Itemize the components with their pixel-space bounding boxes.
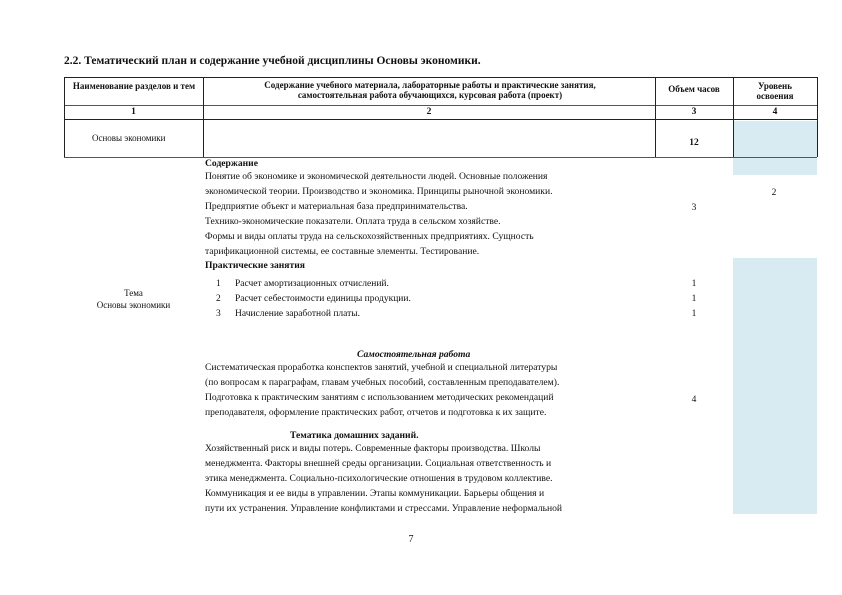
content-line-3: Предприятие объект и материальная база предпринимательства. — [205, 201, 468, 212]
content-hours: 3 — [691, 203, 697, 213]
table-left-border — [64, 77, 65, 157]
col-number-4: 4 — [772, 107, 778, 117]
practice-item-2-hours: 1 — [691, 294, 697, 304]
content-line-1: Понятие об экономике и экономической деятельности людей. Основные положения — [205, 171, 548, 182]
section-hours: 12 — [689, 138, 699, 148]
practice-item-3-hours: 1 — [691, 309, 697, 319]
selfwork-line-3: Подготовка к практическим занятиям с использованием методических рекомендаций — [205, 392, 554, 403]
homework-line-1: Хозяйственный риск и виды потерь. Современные факторы производства. Школы — [205, 443, 541, 454]
content-line-6: тарификационной системы, ее составные элементы. Тестирование. — [205, 246, 480, 257]
header-content: Содержание учебного материала, лабораторные работы и практические занятия, самостоятельная работа обучающихся, курсовая работа (проект) — [264, 80, 596, 100]
header-level: Уровень освоения — [756, 81, 794, 101]
page-title: 2.2. Тематический план и содержание учебной дисциплины Основы экономики. — [64, 55, 481, 67]
practice-item-1-hours: 1 — [691, 279, 697, 289]
practice-item-3-text: Начисление заработной платы. — [235, 309, 361, 319]
selfwork-hours: 4 — [691, 395, 697, 405]
selfwork-heading: Самостоятельная работа — [357, 349, 471, 360]
practice-item-2-text: Расчет себестоимости единицы продукции. — [235, 294, 411, 304]
content-line-2: экономической теории. Производство и экономика. Принципы рыночной экономики. — [205, 186, 553, 197]
level-shade-bottom — [733, 258, 817, 514]
practice-item-3-number: 3 — [216, 309, 221, 319]
homework-line-3: этика менеджмента. Социально-психологические отношения в трудовом коллективе. — [205, 473, 553, 484]
table-right-border — [817, 77, 818, 157]
topic-label: Тема — [124, 288, 143, 298]
practice-item-1-number: 1 — [216, 279, 221, 289]
level-shade-content — [733, 157, 817, 175]
section-name: Основы экономики — [92, 133, 166, 143]
header-hours: Объем часов — [668, 84, 720, 94]
header-sections: Наименование разделов и тем — [72, 81, 196, 91]
level-shade-top — [733, 121, 817, 157]
homework-line-5: пути их устранения. Управление конфликтами и стрессами. Управление неформальной — [205, 503, 563, 514]
content-line-4: Технико-экономические показатели. Оплата труда в сельском хозяйстве. — [205, 216, 501, 227]
section-bottom-border — [64, 157, 817, 158]
page-number: 7 — [408, 534, 414, 545]
selfwork-line-1: Систематическая проработка конспектов занятий, учебной и специальной литературы — [205, 362, 558, 373]
content-line-5: Формы и виды оплаты труда на сельскохозяйственных предприятиях. Сущность — [205, 231, 534, 242]
col-number-2: 2 — [426, 107, 432, 117]
col-divider-3 — [733, 77, 734, 157]
col-divider-1 — [203, 77, 204, 157]
homework-heading: Тематика домашних заданий. — [290, 430, 419, 441]
content-heading: Содержание — [205, 158, 258, 169]
selfwork-line-2: (по вопросам к параграфам, главам учебных пособий, составленным преподавателем). — [205, 377, 560, 388]
practice-item-1-text: Расчет амортизационных отчислений. — [235, 279, 389, 289]
selfwork-line-4: преподавателя, оформление практических работ, отчетов и подготовка к их защите. — [205, 407, 547, 418]
col-number-1: 1 — [131, 107, 136, 117]
content-level: 2 — [771, 188, 777, 198]
practice-item-2-number: 2 — [216, 294, 221, 304]
topic-name: Основы экономики — [96, 300, 171, 310]
table-top-border — [64, 77, 817, 78]
homework-line-2: менеджмента. Факторы внешней среды организации. Социальная ответственность и — [205, 458, 552, 469]
header-divider — [64, 105, 817, 106]
col-number-3: 3 — [691, 107, 697, 117]
homework-line-4: Коммуникация и ее виды в управлении. Этапы коммуникации. Барьеры общения и — [205, 488, 545, 499]
practice-heading: Практические занятия — [205, 260, 305, 271]
numbers-divider — [64, 119, 817, 120]
